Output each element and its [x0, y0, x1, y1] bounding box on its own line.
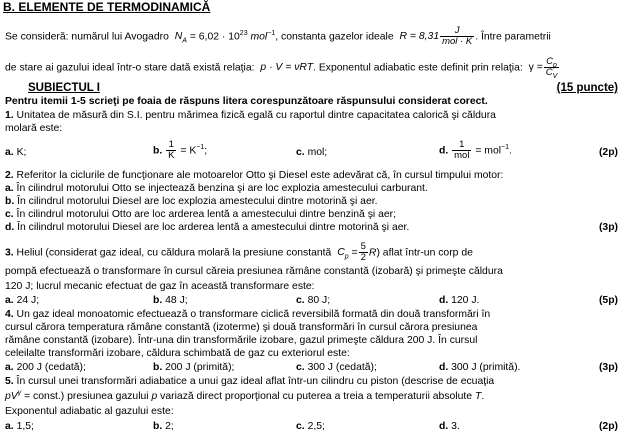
q3-fraction: $\frac{5}{2}$ [360, 241, 366, 263]
q1-text-line-2: molară este: [5, 123, 63, 134]
q1-text-line-1: 1. Unitatea de măsură din S.I. pentru mărimea fizică egală cu raportul dintre capacitatea calorică şi căldura [5, 110, 496, 121]
q2-points: (3p) [598, 222, 618, 233]
intro-text-3: . Între parametrii [475, 31, 551, 43]
q2-option-c: c. În cilindrul motorului Otto are loc arderea lentă a amestecului dintre benzină şi aer; [5, 209, 397, 220]
avogadro-value: = 6,02 · 10 [186, 31, 240, 43]
q5-text-line-1: 5. În cursul unei transformări adiabatice a unui gaz ideal aflat într-un cilindru cu piston (descrise de ecuaţia [5, 376, 495, 387]
q2-option-a: a. În cilindrul motorului Otto se injectează benzina şi are loc explozia amestecului carburant. [5, 183, 428, 194]
q4-text-line-3: rămâne constantă (izobare). Într-una din transformările izobare, gazul primeşte căldura 200 J. În cursul [5, 335, 478, 346]
q4-text-line-1: 4. Un gaz ideal monoatomic efectuează o transformare ciclică reversibilă formată din două transformări în [5, 309, 491, 320]
q5-points: (2p) [598, 421, 618, 432]
q1-option-c: c. mol; [296, 147, 328, 158]
q5-option-c: c. 2,5; [296, 421, 325, 432]
q3-text-line-2: pompă efectuează o transformare în cursul căreia presiunea rămâne constantă (izobară) şi primeşte căldura [5, 266, 503, 277]
q4-text-line-4: celeilalte transformări izobare, căldura schimbată de gaz cu exteriorul este: [5, 348, 350, 359]
q5-text-line-2: $pV^\gamma$ = const.) presiunea gazului p variază direct proporţional cu puterea a treia a temperaturii absolute T. [5, 389, 485, 402]
q3-option-b: b. 48 J; [153, 295, 188, 306]
intro-text-5: . Exponentul adiabatic este definit prin relaţia: [313, 62, 523, 74]
q3-option-d: d. 120 J. [439, 295, 480, 306]
subiect-points: (15 puncte) [556, 82, 618, 94]
intro-text-1: Se consideră: numărul lui Avogadro [5, 31, 169, 43]
q3-points: (5p) [598, 295, 618, 306]
q1-option-b: b. $\frac{1}{K}$ = $K^{-1}$; [153, 139, 208, 161]
q1-option-a: a. K; [5, 147, 27, 158]
q4-option-b: b. 200 J (primită); [153, 362, 235, 373]
intro-line-1 [5, 26, 551, 47]
section-title: B. ELEMENTE DE TERMODINAMICĂ [3, 0, 211, 14]
avogadro-unit-exponent: −1 [267, 29, 276, 37]
intro-text-4: de stare ai gazului ideal într-o stare dată există relaţia: [5, 62, 255, 74]
avogadro-unit: mol [247, 31, 268, 43]
intro-text-2: , constanta gazelor ideale [275, 31, 394, 43]
instruction: Pentru itemii 1-5 scrieţi pe foaia de răspuns litera corespunzătoare răspunsului considerat corect. [5, 96, 488, 107]
q3-option-c: c. 80 J; [296, 295, 331, 306]
q3-text-line-1: 3. Heliul (considerat gaz ideal, cu căldura molară la presiune constantă $C_p$ = $\frac{5}{2}$ R) aflat într-un corp de [5, 241, 473, 263]
avogadro-exponent: 23 [239, 29, 248, 37]
q2-option-b: b. În cilindrul motorului Diesel are loc explozia amestecului dintre motorină şi aer. [5, 196, 378, 207]
q1-points: (2p) [598, 147, 618, 158]
q1-option-d: d. $\frac{1}{\text{mol}}$ = mol$^{-1}$. [439, 139, 512, 161]
ideal-gas-equation: p · V = νRT [260, 62, 314, 74]
q4-text-line-2: cursul cărora temperatura rămâne constantă (izoterme) şi două transformări în cursul cărora presiunea [5, 322, 478, 333]
q5-option-a: a. 1,5; [5, 421, 34, 432]
q3-option-a: a. 24 J; [5, 295, 40, 306]
gas-constant-unit: $\frac{J}{\text{mol · K}}$ [442, 25, 473, 47]
q3-text-line-3: 120 J; lucrul mecanic efectuat de gaz în această transformare este: [5, 281, 315, 292]
q2-option-d: d. În cilindrul motorului Diesel are loc arderea lentă a amestecului dintre motorină şi aer. [5, 222, 410, 233]
q4-option-c: c. 300 J (cedată); [296, 362, 377, 373]
q4-points: (3p) [598, 362, 618, 373]
q5-option-b: b. 2; [153, 421, 174, 432]
gamma-symbol: γ = [528, 62, 543, 74]
gas-constant: R = 8,31 [399, 31, 440, 43]
q5-text-line-3: Exponentul adiabatic al gazului este: [5, 406, 174, 417]
q4-option-a: a. 200 J (cedată); [5, 362, 86, 373]
gamma-fraction: $\frac{C_p}{C_V}$ [545, 56, 558, 80]
avogadro-subscript: A [182, 37, 187, 45]
subiect-title: SUBIECTUL I [28, 82, 100, 94]
q5-option-d: d. 3. [439, 421, 460, 432]
intro-line-2 [5, 57, 560, 78]
q2-text: 2. Referitor la ciclurile de funcţionare ale motoarelor Otto şi Diesel este adevărat că, în cursul timpului motor: [5, 170, 504, 181]
avogadro-symbol: N [174, 31, 183, 43]
q4-option-d: d. 300 J (primită). [439, 362, 521, 373]
